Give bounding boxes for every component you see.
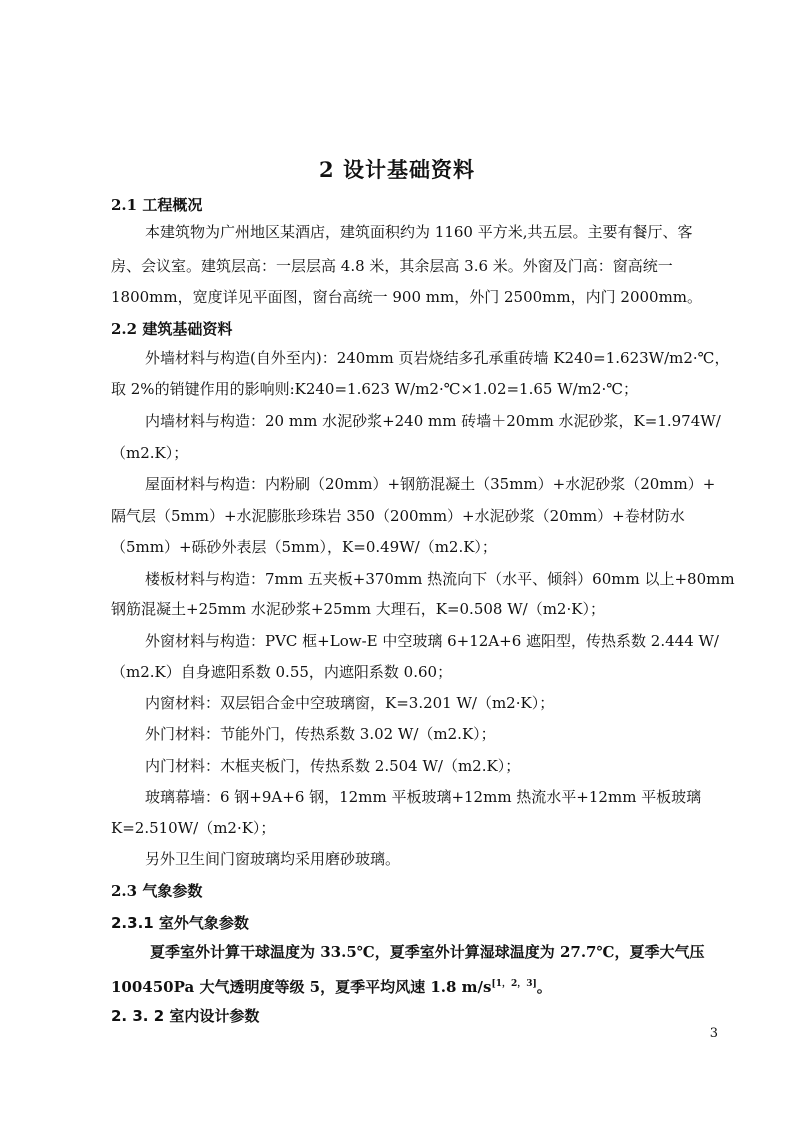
s22-line-5: 屋面材料与构造：内粉刷（20mm）+钢筋混凝土（35mm）+水泥砂浆（20mm）+ [145,475,716,493]
section-2-3-1-heading: 2.3.1 室外气象参数 [111,914,249,932]
section-2-3-heading: 2.3 气象参数 [111,882,203,900]
s22-line-2: 取 2%的销键作用的影响则:K240=1.623 W/m2·℃×1.02=1.65 W/m2·℃； [111,380,639,398]
s231-line-1: 夏季室外计算干球温度为 33.5℃，夏季室外计算湿球温度为 27.7℃，夏季大气压 [150,943,705,961]
section-2-3-2-heading: 2. 3. 2 室内设计参数 [111,1007,260,1025]
s22-line-8: 楼板材料与构造：7mm 五夹板+370mm 热流向下（水平、倾斜）60mm 以上+80mm [145,570,735,588]
s21-line-2: 房、会议室。建筑层高：一层层高 4.8 米，其余层高 3.6 米。外窗及门高：窗高统一 [111,257,673,275]
s22-line-3: 内墙材料与构造：20 mm 水泥砂浆+240 mm 砖墙＋20mm 水泥砂浆，K=1.974W/ [145,412,721,430]
s21-line-1: 本建筑物为广州地区某酒店，建筑面积约为 1160 平方米,共五层。主要有餐厅、客 [145,223,693,241]
section-2-1-heading: 2.1 工程概况 [111,196,203,214]
reference-superscript: [1，2，3] [491,979,537,989]
s22-line-6: 隔气层（5mm）+水泥膨胀珍珠岩 350（200mm）+水泥砂浆（20mm）+卷材防水 [111,507,685,525]
s22-line-17: 另外卫生间门窗玻璃均采用磨砂玻璃。 [145,850,401,868]
section-2-2-heading: 2.2 建筑基础资料 [111,320,233,338]
s22-line-15: 玻璃幕墙：6 钢+9A+6 钢，12mm 平板玻璃+12mm 热流水平+12mm 平板玻璃 [145,788,702,806]
s22-line-9: 钢筋混凝土+25mm 水泥砂浆+25mm 大理石，K=0.508 W/（m2·K）； [111,600,605,618]
s231-line-2-end: 。 [536,978,552,996]
s22-line-11: （m2.K）自身遮阳系数 0.55，内遮阳系数 0.60； [111,663,453,681]
s22-line-12: 内窗材料：双层铝合金中空玻璃窗，K=3.201 W/（m2·K）； [145,694,555,712]
s22-line-13: 外门材料：节能外门，传热系数 3.02 W/（m2.K）； [145,725,496,743]
s22-line-1: 外墙材料与构造(自外至内)：240mm 页岩烧结多孔承重砖墙 K240=1.623W/m2·℃， [145,349,730,367]
s22-line-10: 外窗材料与构造：PVC 框+Low-E 中空玻璃 6+12A+6 遮阳型，传热系数 2.444 W/ [145,632,719,650]
chapter-title: 2 设计基础资料 [319,157,475,182]
s231-line-2 [111,974,552,997]
s21-line-3: 1800mm，宽度详见平面图，窗台高统一 900 mm，外门 2500mm，内门 2000mm。 [111,288,703,306]
s22-line-14: 内门材料：木框夹板门，传热系数 2.504 W/（m2.K）； [145,757,521,775]
s22-line-16: K=2.510W/（m2·K）； [111,819,276,837]
s231-line-2-text: 100450Pa 大气透明度等级 5，夏季平均风速 1.8 m/s [111,978,492,996]
page-number: 3 [709,1026,718,1041]
s22-line-4: （m2.K）； [111,444,189,462]
s22-line-7: （5mm）+砾砂外表层（5mm），K=0.49W/（m2.K）； [111,538,497,556]
